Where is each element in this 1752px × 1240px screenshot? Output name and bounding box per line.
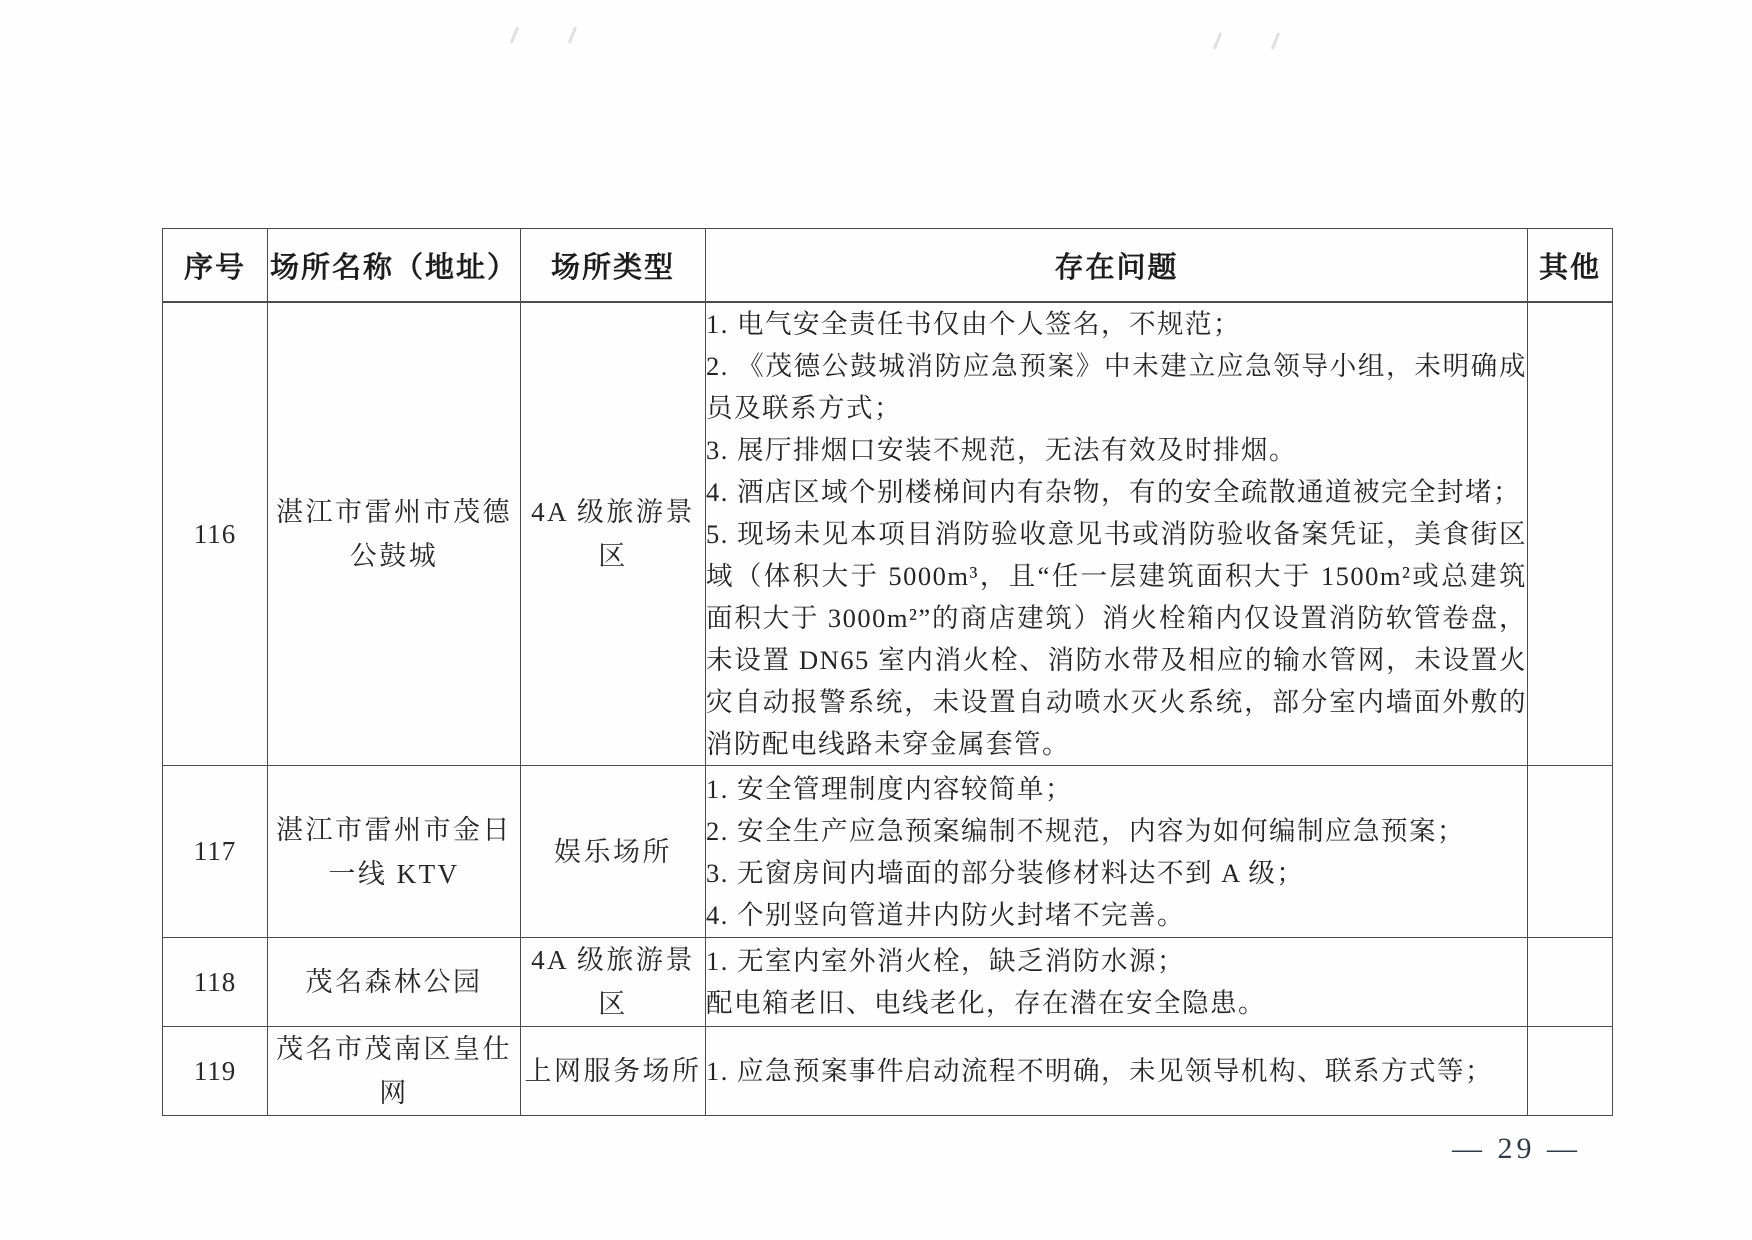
row-place-name: 湛江市雷州市茂德公鼓城 xyxy=(268,302,521,766)
problem-item: 配电箱老旧、电线老化，存在潜在安全隐患。 xyxy=(706,988,1266,1018)
row-problems xyxy=(706,766,1528,938)
problem-item: 2. 《茂德公鼓城消防应急预案》中未建立应急领导小组，未明确成员及联系方式； xyxy=(706,351,1527,423)
page-number: — 29 — xyxy=(1452,1132,1581,1165)
row-serial: 117 xyxy=(163,766,268,938)
row-other xyxy=(1528,938,1613,1027)
problem-item: 3. 无窗房间内墙面的部分装修材料达不到 A 级； xyxy=(706,857,1305,888)
row-place-type: 4A 级旅游景区 xyxy=(521,938,706,1027)
row-other xyxy=(1528,1027,1613,1116)
scan-artifact-left xyxy=(505,22,595,56)
problem-item: 4. 个别竖向管道井内防火封堵不完善。 xyxy=(706,899,1185,930)
problem-item: 2. 安全生产应急预案编制不规范，内容为如何编制应急预案； xyxy=(706,815,1465,846)
column-header-problems: 存在问题 xyxy=(706,229,1528,303)
row-other xyxy=(1528,766,1613,938)
row-other xyxy=(1528,302,1613,766)
row-problems xyxy=(706,302,1528,766)
problem-item: 3. 展厅排烟口安装不规范，无法有效及时排烟。 xyxy=(706,435,1297,465)
row-place-type: 上网服务场所 xyxy=(521,1027,706,1116)
problem-item: 1. 安全管理制度内容较简单； xyxy=(706,773,1073,804)
scan-artifact-right xyxy=(1208,28,1298,62)
column-header-other: 其他 xyxy=(1528,229,1613,303)
column-header-name: 场所名称（地址） xyxy=(268,229,521,303)
row-serial: 119 xyxy=(163,1027,268,1116)
problem-item: 1. 应急预案事件启动流程不明确，未见领导机构、联系方式等； xyxy=(706,1056,1493,1086)
inspection-table xyxy=(162,228,1613,1116)
row-problems xyxy=(706,1027,1528,1116)
table-row xyxy=(163,302,1613,766)
row-place-name: 湛江市雷州市金日一线 KTV xyxy=(268,766,521,938)
table-row xyxy=(163,1027,1613,1116)
problem-item: 5. 现场未见本项目消防验收意见书或消防验收备案凭证，美食街区域（体积大于 5000m³，且“任一层建筑面积大于 1500m²或总建筑面积大于 3000m²”的商店建筑）消火栓箱内仅设置消防软管卷盘，未设置 DN65 室内消火栓、消防水带及相应的输水管网，未设置火灾自动报警系统，未设置自动喷水灭火系统，部分室内墙面外敷的消防配电线路未穿金属套管。 xyxy=(706,519,1527,759)
row-place-name: 茂名市茂南区皇仕网 xyxy=(268,1027,521,1116)
row-serial: 116 xyxy=(163,302,268,766)
row-serial: 118 xyxy=(163,938,268,1027)
header-row xyxy=(163,229,1613,303)
table-row xyxy=(163,766,1613,938)
row-place-name: 茂名森林公园 xyxy=(268,938,521,1027)
row-place-type: 娱乐场所 xyxy=(521,766,706,938)
table-row xyxy=(163,938,1613,1027)
problem-item: 1. 电气安全责任书仅由个人签名，不规范； xyxy=(706,309,1241,339)
column-header-serial: 序号 xyxy=(163,229,268,303)
column-header-type: 场所类型 xyxy=(521,229,706,303)
row-place-type: 4A 级旅游景区 xyxy=(521,302,706,766)
problem-item: 1. 无室内室外消火栓，缺乏消防水源； xyxy=(706,946,1185,976)
row-problems xyxy=(706,938,1528,1027)
problem-item: 4. 酒店区域个别楼梯间内有杂物，有的安全疏散通道被完全封堵； xyxy=(706,477,1521,507)
